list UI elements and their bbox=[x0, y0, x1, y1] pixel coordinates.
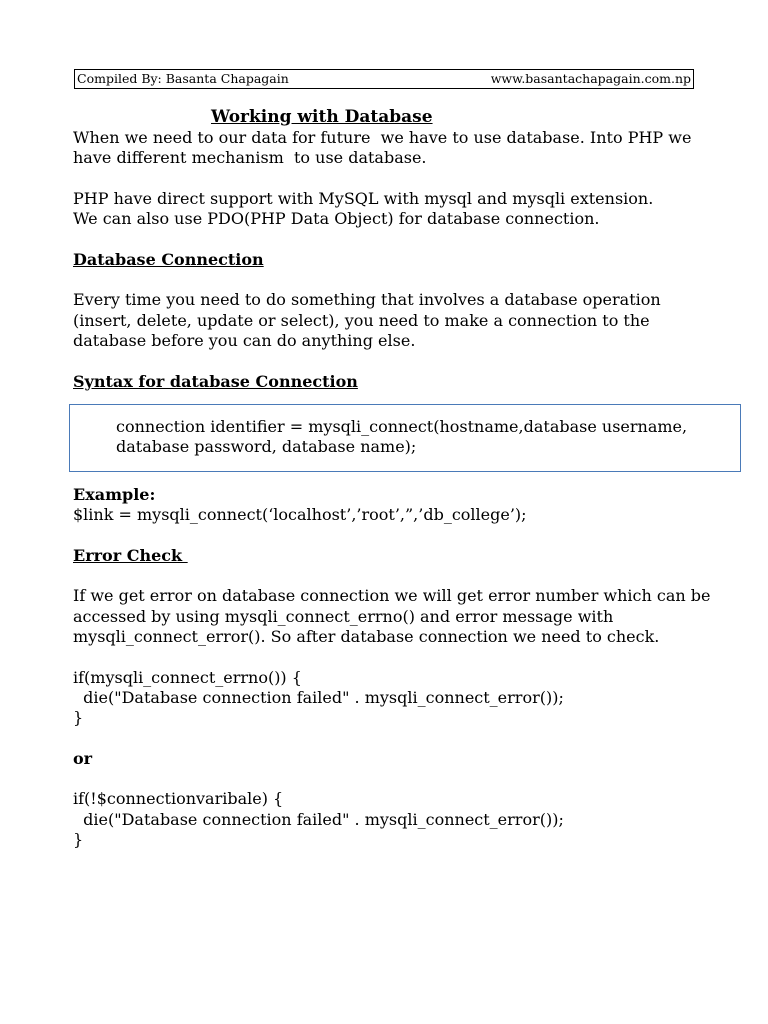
syntax-line-2: database password, database name); bbox=[116, 437, 417, 457]
intro-line-1: When we need to our data for future we have to use database. Into PHP we bbox=[73, 128, 692, 147]
syntax-heading: Syntax for database Connection bbox=[73, 371, 358, 391]
or-label: or bbox=[73, 748, 93, 768]
code1-line-2: die("Database connection failed" . mysqli_connect_error()); bbox=[73, 687, 564, 707]
code2-line-2: die("Database connection failed" . mysqli_connect_error()); bbox=[73, 809, 564, 829]
support-line-2: We can also use PDO(PHP Data Object) for database connection. bbox=[73, 209, 600, 229]
code2-line-3: } bbox=[73, 829, 84, 849]
connection-heading: Database Connection bbox=[73, 249, 264, 269]
code1-line-1: if(mysqli_connect_errno()) { bbox=[73, 667, 302, 687]
connection-text-line-2: (insert, delete, update or select), you need to make a connection to the bbox=[73, 310, 650, 330]
document-body bbox=[73, 107, 713, 850]
example-label: Example: bbox=[73, 484, 156, 504]
error-text-line-3: mysqli_connect_error(). So after database connection we need to check. bbox=[73, 626, 660, 646]
error-text-line-1: If we get error on database connection we will get error number which can be bbox=[73, 586, 711, 606]
compiled-by-label: Compiled By: Basanta Chapagain bbox=[77, 71, 289, 86]
syntax-box bbox=[69, 404, 741, 472]
error-check-heading: Error Check bbox=[73, 545, 188, 565]
code2-line-1: if(!$connectionvaribale) { bbox=[73, 789, 284, 809]
website-link: www.basantachapagain.com.np bbox=[490, 71, 691, 86]
connection-text-line-3: database before you can do anything else. bbox=[73, 330, 416, 350]
page-header bbox=[74, 69, 694, 89]
code1-line-3: } bbox=[73, 708, 84, 728]
support-line-1: PHP have direct support with MySQL with mysql and mysqli extension. bbox=[73, 188, 654, 208]
example-code: $link = mysqli_connect(‘localhost’,’root’,”,’db_college’); bbox=[73, 505, 527, 525]
error-text-line-2: accessed by using mysqli_connect_errno() and error message with bbox=[73, 606, 614, 626]
page-title: Working with Database bbox=[211, 107, 433, 127]
connection-text-line-1: Every time you need to do something that involves a database operation bbox=[73, 290, 661, 310]
syntax-line-1: connection identifier = mysqli_connect(hostname,database username, bbox=[116, 416, 688, 436]
intro-line-2: have different mechanism to use database. bbox=[73, 148, 427, 168]
